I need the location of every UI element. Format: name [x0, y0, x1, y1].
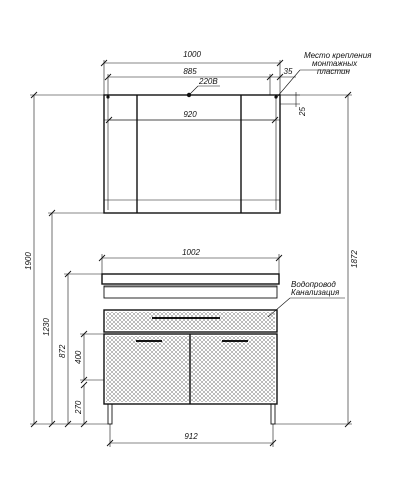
dim-plumbing-height-label: 400	[74, 350, 83, 364]
drawer-handle-top	[152, 317, 220, 319]
dim-total-height-label: 1900	[24, 252, 33, 270]
dim-plumbing-height	[74, 331, 104, 383]
mount-note-line3: пластин	[317, 67, 350, 76]
dim-total-width-label: 1000	[183, 50, 201, 59]
power-label-group	[189, 77, 220, 95]
dim-mirror-top	[275, 92, 359, 427]
dim-drain-height-label: 270	[74, 400, 83, 414]
door-handle-left	[136, 340, 162, 342]
dim-top-width-label: 1002	[182, 248, 200, 257]
dim-leg-span-label: 912	[184, 432, 198, 441]
mount-note-line2: монтажных	[312, 59, 358, 68]
dim-top-width	[99, 248, 282, 274]
plumbing-note-line1: Водопровод	[291, 280, 336, 289]
dim-drain-height	[74, 382, 87, 427]
dim-vanity-height-label: 872	[58, 344, 67, 358]
power-label: 220В	[199, 77, 218, 86]
dim-mount-height-label: 25	[298, 107, 307, 116]
door-handle-right	[222, 340, 248, 342]
dim-mirror-bottom	[42, 210, 104, 427]
vanity-sink-bowl	[104, 286, 277, 298]
dim-leg-span	[107, 424, 276, 447]
vanity-leg-right	[271, 404, 275, 424]
plumbing-note-line2: Канализация	[291, 288, 340, 297]
vanity-unit	[102, 274, 279, 424]
dim-total-height	[24, 92, 108, 427]
plumbing-note	[268, 280, 345, 317]
dim-mirror-bottom-label: 1230	[42, 318, 51, 336]
dim-mirror-top-label: 1872	[350, 250, 359, 268]
mount-point-left	[106, 95, 109, 98]
vanity-countertop	[102, 274, 279, 284]
dim-inner-width-label: 920	[183, 110, 197, 119]
dim-mount-offset-label: 35	[283, 67, 293, 76]
vanity-leg-left	[108, 404, 112, 424]
dim-inner-width	[106, 110, 278, 123]
dim-mount-span-label: 885	[183, 67, 197, 76]
mount-note-line1: Место крепления	[304, 51, 372, 60]
